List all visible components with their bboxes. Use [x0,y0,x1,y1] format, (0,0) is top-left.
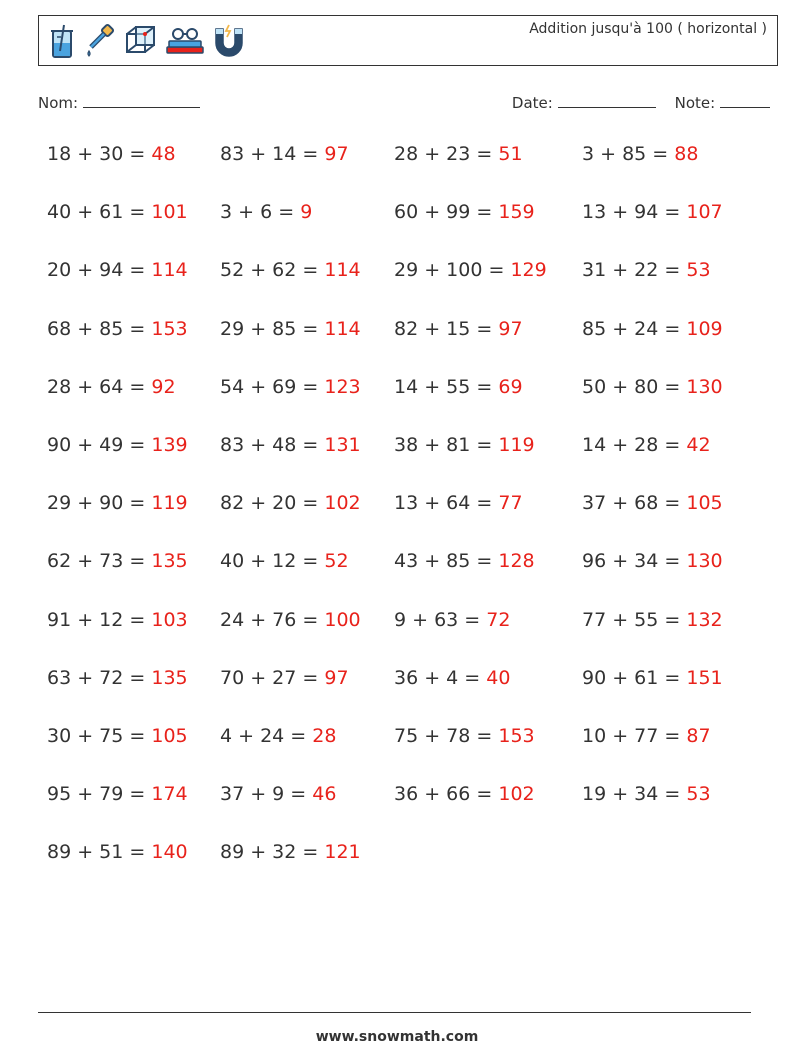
problem-question: 3 + 85 = [582,143,675,165]
problem-question: 89 + 32 = [220,841,325,864]
problem-answer: 53 [686,259,711,282]
problem-item [47,550,188,572]
problem-item [220,609,361,631]
problem-answer: 28 [312,725,337,747]
problem-item [47,201,188,223]
problem-answer: 46 [312,783,337,806]
problem-question: 4 + 24 = [220,725,313,747]
problem-answer: 153 [151,317,188,340]
date-label: Date: [511,94,553,112]
problem-item [394,667,510,689]
books-glasses-icon [165,23,205,59]
problem-item [220,783,336,805]
problem-item [582,201,723,223]
problem-answer: 139 [151,434,188,456]
problem-question: 54 + 69 = [220,375,325,398]
problem-item [220,434,361,456]
problem-question: 18 + 30 = [47,143,152,165]
problem-question: 70 + 27 = [220,666,325,689]
problem-question: 95 + 79 = [47,783,152,806]
problem-question: 29 + 90 = [47,492,152,515]
name-label: Nom: [38,94,79,112]
problem-question: 28 + 23 = [394,143,499,165]
problem-item [47,318,188,340]
problem-question: 19 + 34 = [582,783,687,806]
problem-question: 82 + 20 = [220,492,325,515]
problem-question: 75 + 78 = [394,725,499,747]
problem-item [582,783,711,805]
problem-question: 30 + 75 = [47,725,152,747]
problem-answer: 132 [686,608,723,631]
problem-item [47,841,188,863]
problem-question: 91 + 12 = [47,608,152,631]
problem-question: 38 + 81 = [394,434,499,456]
note-blank [720,93,770,108]
problem-answer: 92 [151,375,176,398]
problem-question: 14 + 55 = [394,375,499,398]
problem-item [220,841,361,863]
problem-question: 36 + 66 = [394,783,499,806]
problem-question: 83 + 48 = [220,434,325,456]
problem-item [47,725,188,747]
footer-website: www.snowmath.com [315,1029,479,1045]
problem-item [47,143,176,165]
problem-item [220,201,312,223]
problem-question: 40 + 61 = [47,201,152,224]
name-blank [83,93,200,108]
problem-item [582,259,711,281]
problem-answer: 52 [324,550,349,573]
problem-answer: 135 [151,666,188,689]
problem-question: 43 + 85 = [394,550,499,573]
problem-answer: 51 [498,143,523,165]
problem-item [47,667,188,689]
problem-answer: 114 [324,317,361,340]
problem-item [394,201,535,223]
problem-question: 85 + 24 = [582,317,687,340]
problem-question: 83 + 14 = [220,143,325,165]
problem-item [582,667,723,689]
problem-question: 96 + 34 = [582,550,687,573]
problem-answer: 114 [324,259,361,282]
problem-item [47,492,188,514]
problem-item [394,550,535,572]
problem-answer: 53 [686,783,711,806]
problem-answer: 140 [151,841,188,864]
name-field [38,93,200,112]
problem-question: 31 + 22 = [582,259,687,282]
problem-item [220,492,361,514]
problem-item [47,783,188,805]
problem-item [394,725,535,747]
problem-item [582,492,723,514]
problem-item [47,259,188,281]
problem-item [394,783,535,805]
problem-answer: 40 [486,666,511,689]
problem-question: 20 + 94 = [47,259,152,282]
problem-question: 90 + 49 = [47,434,152,456]
problem-item [582,143,698,165]
problem-answer: 105 [151,725,188,747]
worksheet-title: Addition jusqu'à 100 ( horizontal ) [529,21,767,37]
problem-item [394,492,523,514]
problem-answer: 101 [151,201,188,224]
problem-item [394,609,510,631]
problem-question: 9 + 63 = [394,608,487,631]
problem-item [47,609,188,631]
problem-question: 37 + 9 = [220,783,313,806]
note-label: Note: [674,94,716,112]
problem-question: 10 + 77 = [582,725,687,747]
problem-item [394,318,523,340]
problem-item [582,318,723,340]
magnet-icon [211,23,247,59]
problem-question: 13 + 94 = [582,201,687,224]
problem-answer: 42 [686,434,711,456]
pipette-icon [83,23,117,59]
problem-answer: 174 [151,783,188,806]
problem-question: 60 + 99 = [394,201,499,224]
problem-item [394,259,547,281]
problem-answer: 100 [324,608,361,631]
problem-item [394,434,535,456]
date-note-fields [512,93,770,112]
problem-item [220,376,361,398]
problem-answer: 87 [686,725,711,747]
problem-answer: 131 [324,434,361,456]
problem-item [220,318,361,340]
problem-question: 29 + 85 = [220,317,325,340]
problem-question: 77 + 55 = [582,608,687,631]
problem-answer: 69 [498,375,523,398]
problem-item [220,259,361,281]
problem-answer: 72 [486,608,511,631]
problem-answer: 97 [324,143,349,165]
problem-question: 52 + 62 = [220,259,325,282]
problem-item [220,143,349,165]
problem-question: 28 + 64 = [47,375,152,398]
problem-question: 68 + 85 = [47,317,152,340]
problem-answer: 77 [498,492,523,515]
beaker-icon [47,23,77,59]
problem-answer: 48 [151,143,176,165]
problem-answer: 102 [498,783,535,806]
problem-answer: 135 [151,550,188,573]
problem-answer: 102 [324,492,361,515]
problem-answer: 119 [498,434,535,456]
problem-item [582,376,723,398]
problem-item [394,376,523,398]
problem-answer: 103 [151,608,188,631]
problem-answer: 107 [686,201,723,224]
problem-answer: 130 [686,375,723,398]
worksheet-header [38,15,778,66]
problem-answer: 109 [686,317,723,340]
problem-answer: 97 [324,666,349,689]
problem-answer: 129 [510,259,547,282]
problem-question: 40 + 12 = [220,550,325,573]
problem-question: 36 + 4 = [394,666,487,689]
problem-answer: 88 [674,143,699,165]
problem-question: 82 + 15 = [394,317,499,340]
problem-answer: 105 [686,492,723,515]
problem-question: 90 + 61 = [582,666,687,689]
problem-question: 37 + 68 = [582,492,687,515]
problem-item [220,550,349,572]
problem-item [220,667,349,689]
problem-item [47,376,176,398]
problem-question: 14 + 28 = [582,434,687,456]
problem-question: 89 + 51 = [47,841,152,864]
problem-item [394,143,523,165]
problem-item [582,550,723,572]
problem-answer: 153 [498,725,535,747]
problem-item [220,725,336,747]
problem-answer: 159 [498,201,535,224]
problem-answer: 9 [300,201,313,224]
problem-question: 50 + 80 = [582,375,687,398]
problem-question: 13 + 64 = [394,492,499,515]
problem-answer: 123 [324,375,361,398]
problem-answer: 128 [498,550,535,573]
footer-divider [38,1012,751,1013]
problem-item [582,609,723,631]
date-blank [558,93,656,108]
problem-question: 24 + 76 = [220,608,325,631]
header-icons [47,21,247,61]
problem-question: 29 + 100 = [394,259,511,282]
problem-question: 3 + 6 = [220,201,301,224]
problem-question: 62 + 73 = [47,550,152,573]
problem-answer: 114 [151,259,188,282]
problem-answer: 119 [151,492,188,515]
cube-icon [123,23,159,59]
problem-answer: 121 [324,841,361,864]
problem-item [582,725,711,747]
problem-answer: 97 [498,317,523,340]
problem-item [47,434,188,456]
problem-answer: 151 [686,666,723,689]
problem-item [582,434,711,456]
problem-question: 63 + 72 = [47,666,152,689]
problem-answer: 130 [686,550,723,573]
